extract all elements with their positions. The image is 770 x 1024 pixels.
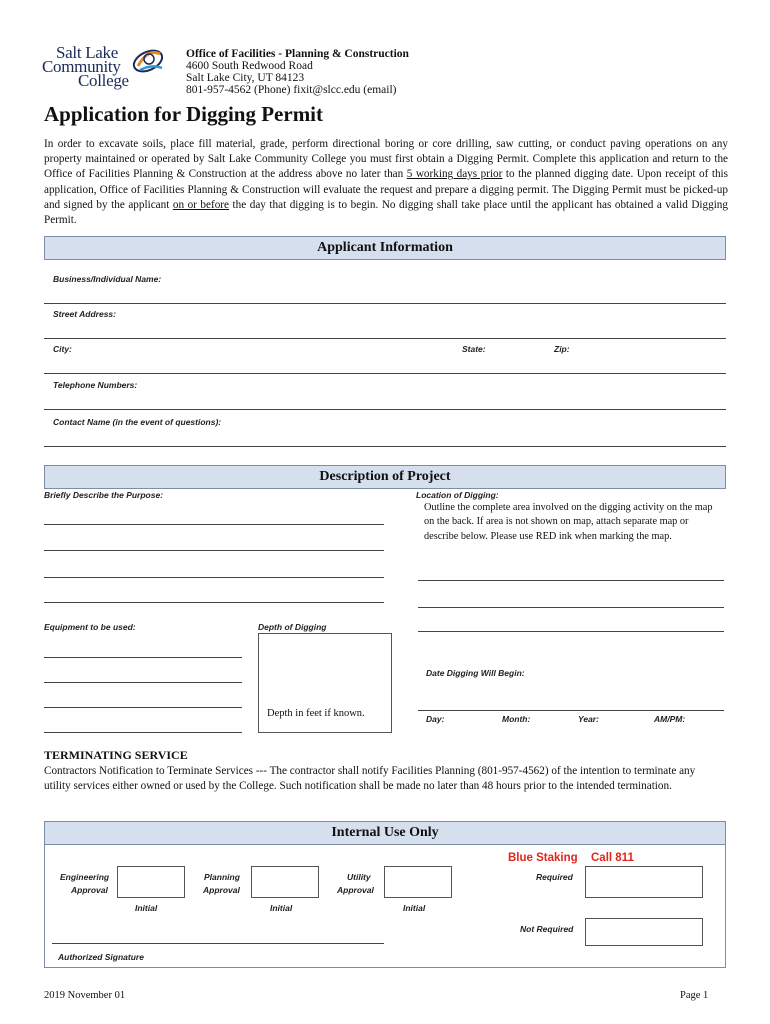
blue-staking-label: Blue Staking bbox=[508, 852, 578, 864]
business-name-field[interactable] bbox=[44, 270, 726, 304]
utility-approval-label-1: Utility bbox=[347, 872, 371, 882]
location-label: Location of Digging: bbox=[416, 490, 499, 500]
intro-text-2: to the planned digging date. Upon receipt of this application, Office of Facilities Planning & Construction will evaluate the request and prepare a digging permit. The Digging Permit must be picked-up and signed by the applicant bbox=[44, 168, 728, 211]
telephone-label: Telephone Numbers: bbox=[53, 380, 138, 390]
engineering-initial-box[interactable] bbox=[117, 866, 185, 898]
utility-initial-box[interactable] bbox=[384, 866, 452, 898]
intro-text-3: the day that digging is to begin. No digging shall take place until the applicant has obtained a valid Digging Permit. bbox=[44, 198, 728, 227]
not-required-box[interactable] bbox=[585, 918, 703, 946]
zip-label: Zip: bbox=[554, 344, 570, 354]
location-line-3[interactable] bbox=[418, 631, 724, 632]
terminating-service-heading: TERMINATING SERVICE bbox=[44, 748, 188, 762]
street-address-label: Street Address: bbox=[53, 309, 116, 319]
terminating-service-text: Contractors Notification to Terminate Services --- The contractor shall notify Facilities Planning (801-957-4562) of the intention to terminate any utility services either owned or used by the College. Such notification shall be made no later than 48 hours prior to the intended termination. bbox=[44, 765, 696, 792]
city-state-zip-row[interactable] bbox=[44, 340, 726, 374]
logo-text-line-1: Salt Lake bbox=[56, 43, 118, 62]
business-name-label: Business/Individual Name: bbox=[53, 274, 162, 284]
city-label: City: bbox=[53, 344, 72, 354]
equipment-line-2[interactable] bbox=[44, 682, 242, 683]
depth-label: Depth of Digging bbox=[258, 622, 327, 632]
engineering-approval-label-2: Approval bbox=[71, 885, 108, 895]
street-address-field[interactable] bbox=[44, 305, 726, 339]
planning-initial-box[interactable] bbox=[251, 866, 319, 898]
college-logo bbox=[42, 42, 172, 92]
equipment-label: Equipment to be used: bbox=[44, 622, 136, 632]
logo-emblem-icon bbox=[130, 42, 168, 80]
date-begin-label: Date Digging Will Begin: bbox=[426, 668, 525, 678]
internal-section-heading: Internal Use Only bbox=[44, 821, 726, 845]
purpose-line-3[interactable] bbox=[44, 577, 384, 578]
purpose-label: Briefly Describe the Purpose: bbox=[44, 490, 164, 500]
state-label: State: bbox=[462, 344, 486, 354]
required-box[interactable] bbox=[585, 866, 703, 898]
office-name: Office of Facilities - Planning & Construction bbox=[186, 48, 409, 60]
engineering-initial-label: Initial bbox=[135, 903, 158, 913]
project-section-heading: Description of Project bbox=[44, 465, 726, 489]
contact-name-field[interactable] bbox=[44, 413, 726, 447]
not-required-label: Not Required bbox=[520, 924, 574, 934]
planning-initial-label: Initial bbox=[270, 903, 293, 913]
logo-text-line-3: College bbox=[78, 71, 129, 90]
month-label: Month: bbox=[502, 714, 531, 724]
signature-line[interactable] bbox=[52, 943, 384, 944]
footer-page-number: Page 1 bbox=[680, 990, 709, 1001]
utility-initial-label: Initial bbox=[403, 903, 426, 913]
purpose-line-4[interactable] bbox=[44, 602, 384, 603]
call-811-label: Call 811 bbox=[591, 852, 634, 864]
equipment-line-1[interactable] bbox=[44, 657, 242, 658]
office-contact: 801-957-4562 (Phone) fixit@slcc.edu (email) bbox=[186, 84, 397, 96]
engineering-approval-label-1: Engineering bbox=[60, 872, 110, 882]
utility-approval-label-2: Approval bbox=[337, 885, 374, 895]
ampm-label: AM/PM: bbox=[654, 714, 686, 724]
location-line-1[interactable] bbox=[418, 580, 724, 581]
depth-note: Depth in feet if known. bbox=[267, 708, 365, 719]
office-address-line-1: 4600 South Redwood Road bbox=[186, 60, 313, 72]
date-line[interactable] bbox=[418, 710, 724, 711]
logo-text-line-2: Community bbox=[42, 57, 121, 76]
equipment-line-3[interactable] bbox=[44, 707, 242, 708]
required-label: Required bbox=[536, 872, 573, 882]
depth-input-box[interactable] bbox=[258, 633, 392, 733]
planning-approval-label-2: Approval bbox=[203, 885, 240, 895]
location-instructions: Outline the complete area involved on the digging activity on the map on the back. If area is not shown on map, attach separate map or describe below. Please use RED ink when marking the map. bbox=[424, 502, 713, 542]
footer-date: 2019 November 01 bbox=[44, 990, 126, 1001]
day-label: Day: bbox=[426, 714, 445, 724]
authorized-signature-label: Authorized Signature bbox=[58, 952, 144, 962]
intro-underline-pickup: on or before bbox=[172, 198, 229, 211]
contact-name-label: Contact Name (in the event of questions): bbox=[53, 417, 222, 427]
purpose-line-1[interactable] bbox=[44, 524, 384, 525]
intro-underline-deadline: 5 working days prior bbox=[406, 168, 503, 181]
office-address-block bbox=[186, 48, 409, 96]
intro-paragraph bbox=[44, 137, 728, 228]
intro-text-1: In order to excavate soils, place fill material, grade, perform directional boring or core drilling, saw cutting, or conduct paving operations on any property maintained or operated by Salt Lake Community College you must first obtain a Digging Permit. Complete this application and return to the Office of Facilities Planning & Construction at the address above no later than bbox=[44, 138, 728, 181]
planning-approval-label-1: Planning bbox=[204, 872, 240, 882]
location-line-2[interactable] bbox=[418, 607, 724, 608]
applicant-section-heading: Applicant Information bbox=[44, 236, 726, 260]
equipment-line-4[interactable] bbox=[44, 732, 242, 733]
telephone-field[interactable] bbox=[44, 376, 726, 410]
purpose-line-2[interactable] bbox=[44, 550, 384, 551]
office-address-line-2: Salt Lake City, UT 84123 bbox=[186, 72, 305, 84]
page-title: Application for Digging Permit bbox=[44, 102, 324, 126]
year-label: Year: bbox=[578, 714, 599, 724]
